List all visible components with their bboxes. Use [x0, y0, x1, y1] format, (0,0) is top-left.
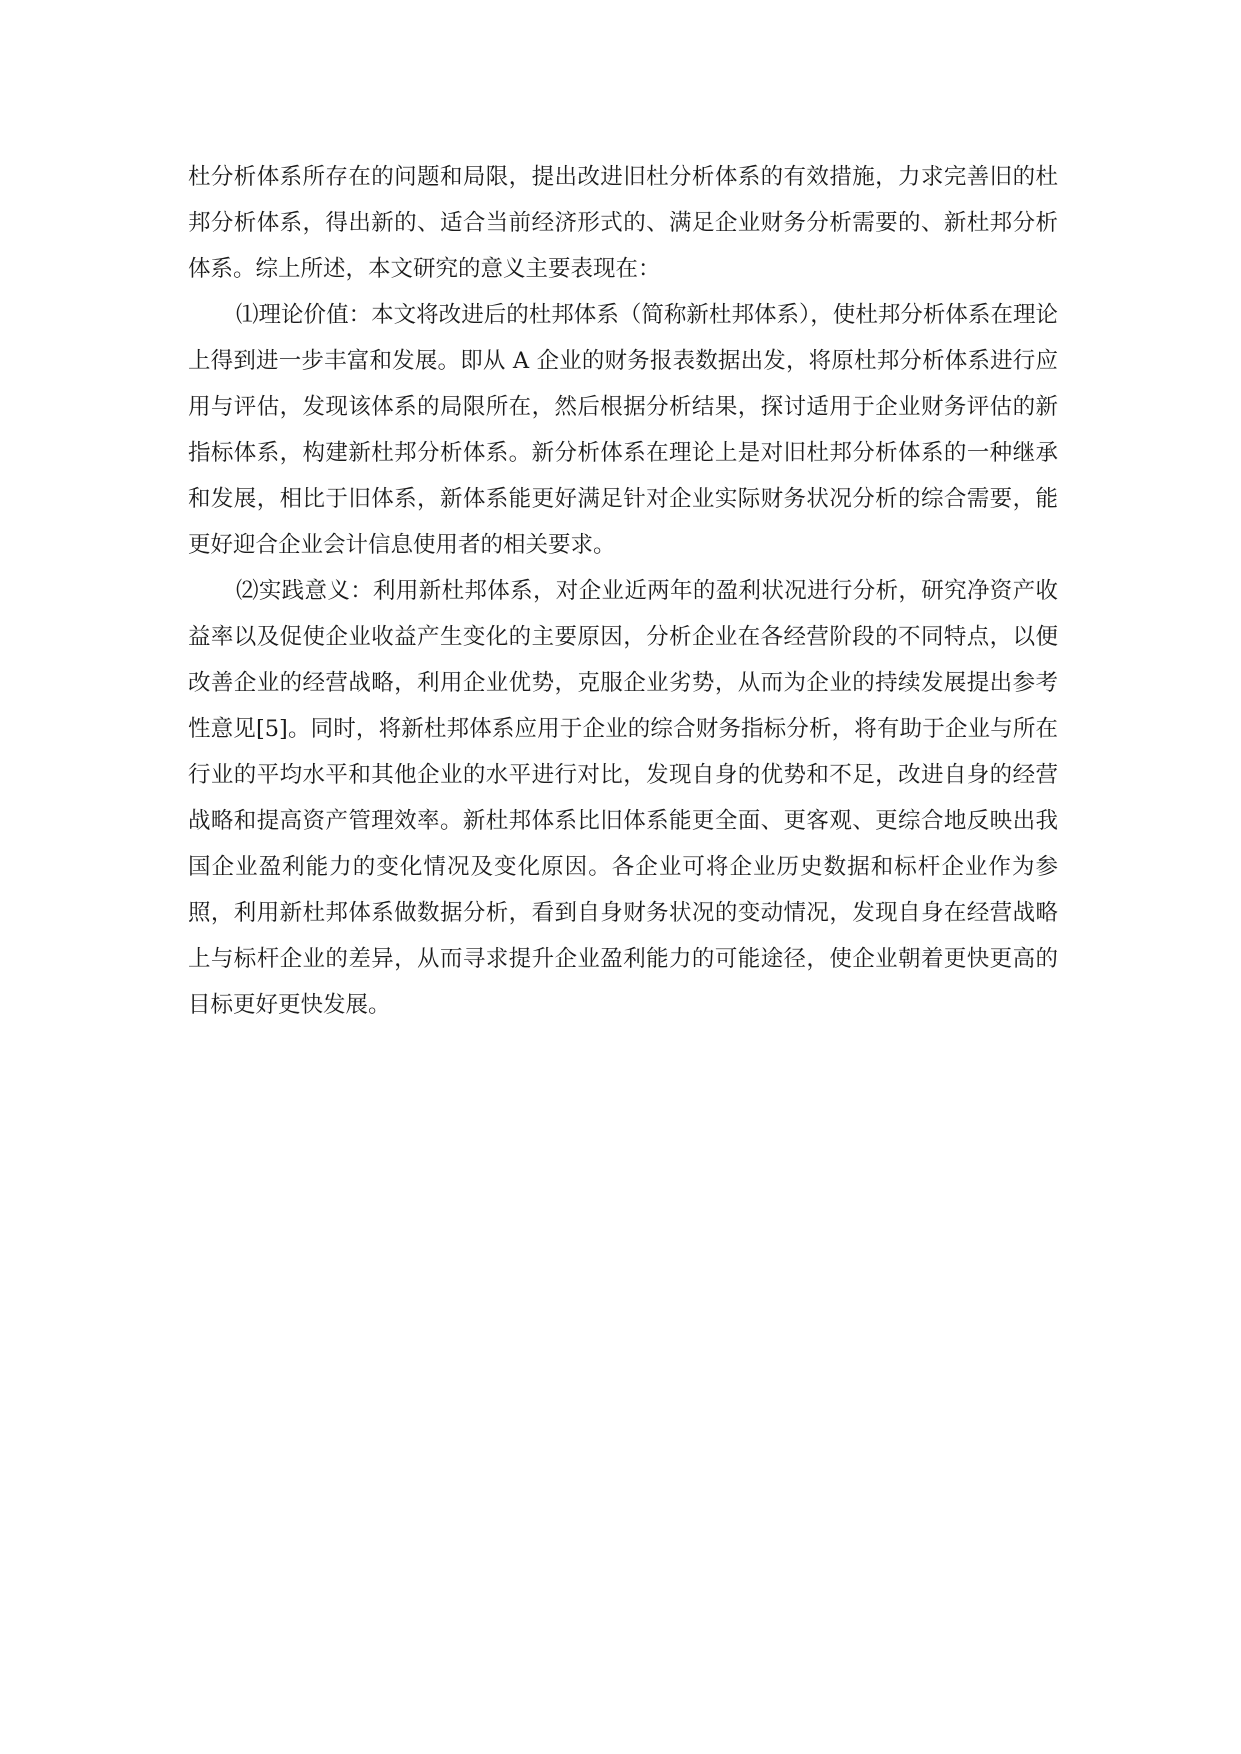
- body-text: [188, 154, 1058, 1028]
- paragraph-theoretical-value: ⑴理论价值：本文将改进后的杜邦体系（简称新杜邦体系），使杜邦分析体系在理论上得到进一步丰富和发展。即从 A 企业的财务报表数据出发，将原杜邦分析体系进行应用与评估，发现该体系的局限所在，然后根据分析结果，探讨适用于企业财务评估的新指标体系，构建新杜邦分析体系。新分析体系在理论上是对旧杜邦分析体系的一种继承和发展，相比于旧体系，新体系能更好满足针对企业实际财务状况分析的综合需要，能更好迎合企业会计信息使用者的相关要求。: [188, 302, 1058, 558]
- paragraph-continuation: 杜分析体系所存在的问题和局限，提出改进旧杜分析体系的有效措施，力求完善旧的杜邦分析体系，得出新的、适合当前经济形式的、满足企业财务分析需要的、新杜邦分析体系。综上所述，本文研究的意义主要表现在：: [188, 164, 1058, 282]
- paragraph-practical-significance: ⑵实践意义：利用新杜邦体系，对企业近两年的盈利状况进行分析，研究净资产收益率以及促使企业收益产生变化的主要原因，分析企业在各经营阶段的不同特点，以便改善企业的经营战略，利用企业优势，克服企业劣势，从而为企业的持续发展提出参考性意见[5]。同时，将新杜邦体系应用于企业的综合财务指标分析，将有助于企业与所在行业的平均水平和其他企业的水平进行对比，发现自身的优势和不足，改进自身的经营战略和提高资产管理效率。新杜邦体系比旧体系能更全面、更客观、更综合地反映出我国企业盈利能力的变化情况及变化原因。各企业可将企业历史数据和标杆企业作为参照，利用新杜邦体系做数据分析，看到自身财务状况的变动情况，发现自身在经营战略上与标杆企业的差异，从而寻求提升企业盈利能力的可能途径，使企业朝着更快更高的目标更好更快发展。: [188, 578, 1058, 1018]
